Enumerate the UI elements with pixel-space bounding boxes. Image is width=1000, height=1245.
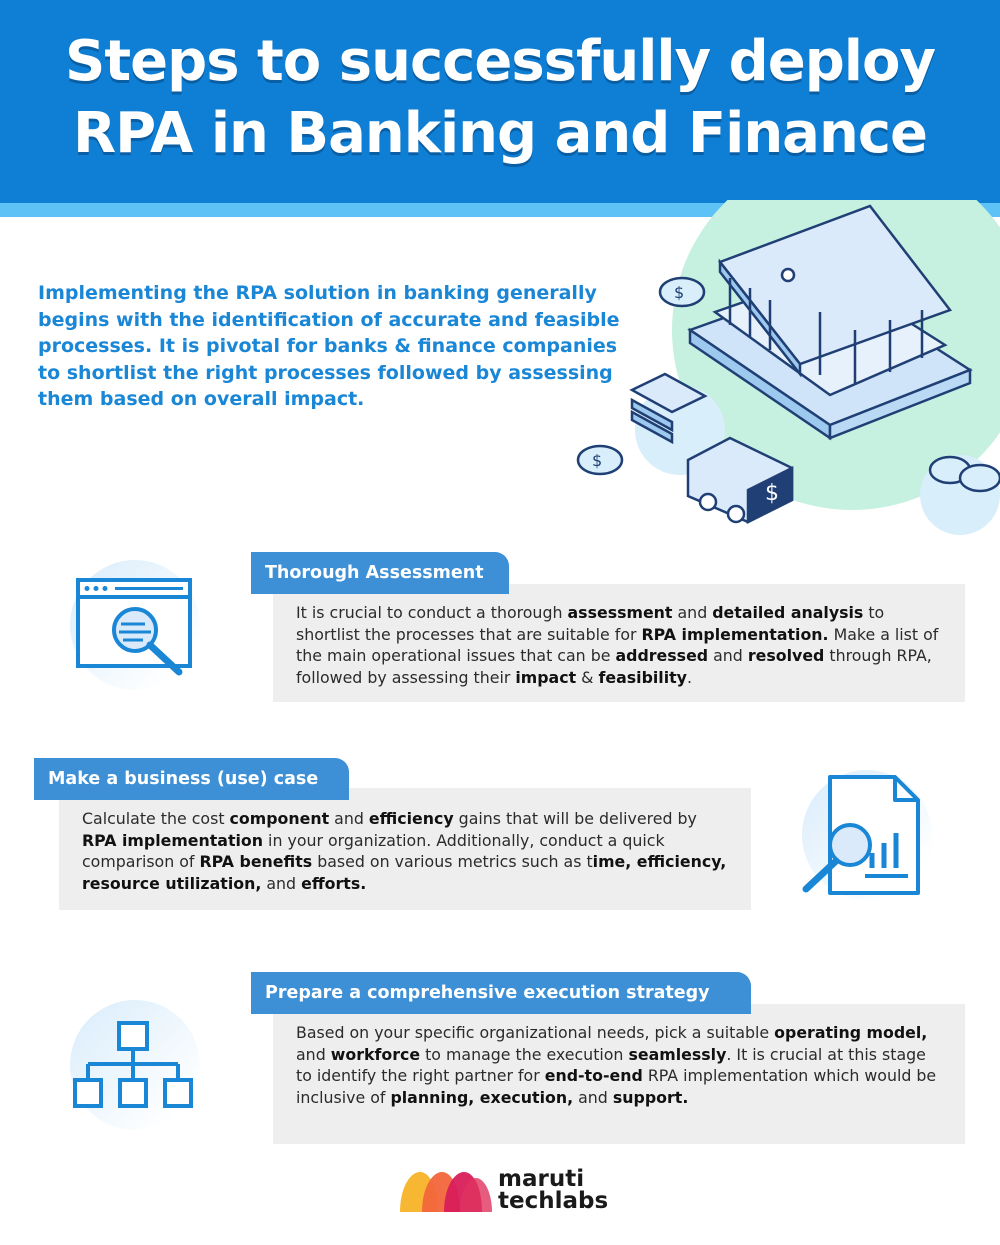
emphasis-text: support. — [612, 1088, 689, 1108]
emphasis-text: resolved — [747, 646, 825, 666]
emphasis-text: detailed analysis — [712, 603, 864, 622]
emphasis-text: end-to-end — [544, 1066, 643, 1086]
svg-text:$: $ — [765, 481, 779, 506]
step-1-body — [296, 603, 938, 687]
emphasis-text: seamlessly — [628, 1044, 727, 1064]
body-text: . — [686, 668, 692, 688]
body-text: and — [708, 646, 748, 666]
emphasis-text: RPA implementation — [82, 830, 264, 850]
emphasis-text: component — [229, 809, 330, 828]
org-chart-icon — [72, 1020, 194, 1112]
svg-text:$: $ — [592, 451, 603, 470]
logo-wordmark — [498, 1168, 608, 1212]
body-text: to manage the execution — [420, 1044, 629, 1064]
step-3-body — [296, 1023, 936, 1107]
emphasis-text: RPA implementation. — [641, 624, 829, 644]
body-text: RPA implementation which would be inclusive of — [296, 1066, 937, 1108]
body-text: gains that will be delivered by — [453, 809, 697, 828]
title-line-1: Steps to successfully deploy — [65, 29, 935, 94]
emphasis-text: assessment — [567, 603, 673, 622]
body-text: Based on your specific organizational needs, pick a suitable — [296, 1023, 775, 1042]
step-1-label: Thorough Assessment — [251, 552, 509, 594]
body-text: and — [261, 874, 302, 894]
page-title — [0, 26, 1000, 170]
logo-line-1: maruti — [498, 1166, 585, 1192]
body-text: in your organization. Additionally, conduct a quick comparison of — [82, 830, 665, 872]
body-text: and — [672, 603, 713, 622]
body-text: Calculate the cost — [82, 809, 230, 828]
title-line-2: RPA in Banking and Finance — [72, 101, 928, 166]
emphasis-text: operating model, — [774, 1023, 928, 1042]
emphasis-text: ime, efficiency, resource utilization, — [82, 852, 727, 894]
brand-logo — [398, 1166, 638, 1218]
svg-text:$: $ — [674, 283, 685, 302]
body-text: through RPA, followed by assessing their — [296, 646, 932, 688]
emphasis-text: efficiency — [368, 809, 454, 828]
body-text: based on various metrics such as t — [312, 852, 593, 872]
emphasis-text: planning, execution, — [390, 1088, 574, 1108]
logo-line-2: techlabs — [498, 1188, 609, 1214]
step-3-label: Prepare a comprehensive execution strategy — [251, 972, 751, 1014]
body-text: and — [329, 809, 369, 828]
emphasis-text: addressed — [615, 646, 709, 666]
body-text: Make a list of the main operational issues that can be — [296, 624, 939, 666]
body-text: and — [573, 1088, 613, 1108]
body-text: & — [576, 668, 599, 688]
emphasis-text: efforts. — [301, 874, 367, 894]
report-analysis-icon — [800, 773, 925, 898]
emphasis-text: RPA benefits — [199, 852, 313, 872]
intro-paragraph: Implementing the RPA solution in banking generally begins with the identification of accurate and feasible processes. It is pivotal for banks & finance companies to shortlist the right processes followed by assessing them based on overall impact. — [38, 282, 620, 410]
logo-mark-icon — [398, 1168, 498, 1216]
browser-magnifier-icon — [75, 577, 195, 677]
step-2-label: Make a business (use) case — [34, 758, 349, 800]
body-text: to shortlist the processes that are suitable for — [296, 603, 885, 644]
step-3-box — [273, 1004, 965, 1144]
step-2-body — [82, 809, 726, 893]
hero-illustration — [570, 200, 1000, 540]
step-1-box — [273, 584, 965, 702]
body-text: It is crucial to conduct a thorough — [296, 603, 568, 622]
emphasis-text: feasibility — [598, 668, 687, 688]
emphasis-text: workforce — [330, 1044, 421, 1064]
body-text: and — [296, 1044, 331, 1064]
body-text: . It is crucial at this stage to identify the right partner for — [296, 1044, 926, 1086]
emphasis-text: impact — [515, 668, 577, 688]
step-2-box — [59, 788, 751, 910]
